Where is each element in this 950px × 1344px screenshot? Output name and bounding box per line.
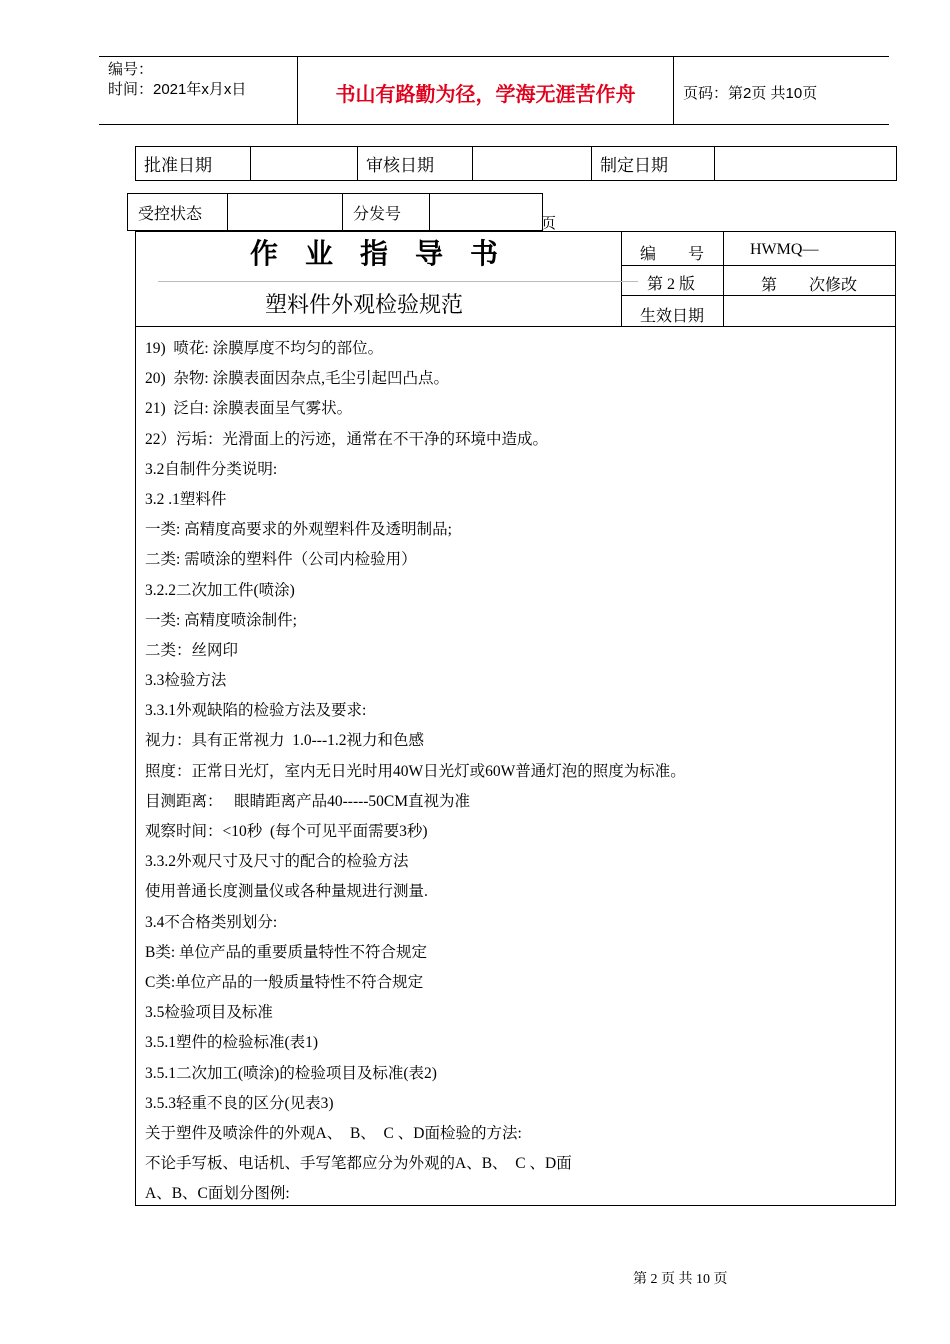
header-motto: 书山有路勤为径，学海无涯苦作舟 [335,82,636,106]
body-line: 一类: 高精度高要求的外观塑料件及透明制品; [145,521,452,539]
header-bottom-rule [99,124,889,125]
body-line: 观察时间：<10秒 (每个可见平面需要3秒) [145,823,428,840]
info-divider-right [723,231,724,326]
frame-header-rule [135,326,896,327]
body-line: 3.2.2二次加工件(喷涂) [145,581,295,599]
body-line: 3.2自制件分类说明: [145,460,278,478]
make-date-value[interactable] [715,147,897,181]
body-line: 照度：正常日光灯，室内无日光时用40W日光灯或60W普通灯泡的照度为标准。 [145,762,686,780]
body-line: 二类: 需喷涂的塑料件（公司内检验用） [145,551,417,569]
review-date-value[interactable] [473,147,592,181]
approval-table [135,146,897,181]
body-line: 3.3.1外观缺陷的检验方法及要求: [145,702,367,720]
stray-page-char: 页 [541,216,557,232]
code-label: 编号： [108,61,154,78]
header-top-rule [99,56,889,57]
body-line: 二类：丝网印 [145,641,239,659]
doc-effective-label: 生效日期 [640,308,705,325]
doc-version: 第 2 版 [647,276,696,293]
approve-date-label: 批准日期 [136,147,251,181]
make-date-label: 制定日期 [592,147,715,181]
info-divider-left [621,231,622,326]
body-line: 21) 泛白: 涂膜表面呈气雾状。 [145,400,353,418]
info-rule-1 [621,265,896,266]
dist-no-label: 分发号 [343,194,430,231]
body-line: 目测距离： 眼睛距离产品40-----50CM直视为准 [145,792,471,810]
doc-revision: 第 次修改 [761,277,858,294]
body-line: A、B、C面划分图例: [145,1185,290,1203]
document-body [145,336,890,1211]
control-status-label: 受控状态 [128,194,228,231]
body-line: 3.4不合格类别划分: [145,913,278,931]
body-line: 20) 杂物: 涂膜表面因杂点,毛尘引起凹凸点。 [145,370,449,388]
control-status-value[interactable] [228,194,343,231]
doc-code-value: HWMQ— [750,241,819,258]
header-page-info: 页码：第2页 共10页 [683,85,818,102]
title-separator [158,281,638,282]
document-subtitle: 塑料件外观检验规范 [265,293,464,318]
body-line: 视力：具有正常视力 1.0---1.2视力和色感 [145,732,424,750]
body-line: 3.5.3轻重不良的区分(见表3) [145,1094,334,1112]
review-date-label: 审核日期 [358,147,473,181]
control-table [127,193,543,231]
header-divider-right [673,56,674,125]
body-line: 3.5检验项目及标准 [145,1004,273,1022]
body-line: 3.3检验方法 [145,672,227,690]
page-footer: 第 2 页 共 10 页 [633,1272,728,1287]
approve-date-value[interactable] [251,147,358,181]
body-line: 关于塑件及喷涂件的外观A、 B、 C 、D面检验的方法: [145,1124,522,1142]
body-line: 不论手写板、电话机、手写笔都应分为外观的A、B、 C 、D面 [145,1155,572,1173]
document-title: 作业指导书 [250,237,526,270]
body-line: 3.2 .1塑料件 [145,490,227,508]
body-line: 使用普通长度测量仪或各种量规进行测量. [145,883,428,901]
time-label: 时间：2021年x月x日 [108,81,247,98]
dist-no-value[interactable] [430,194,543,231]
body-line: 3.5.1二次加工(喷涂)的检验项目及标准(表2) [145,1064,437,1082]
body-line: 一类: 高精度喷涂制件; [145,611,297,629]
header-meta [108,60,246,100]
doc-code-label: 编 号 [640,246,705,263]
info-rule-2 [621,295,896,296]
body-line: 3.5.1塑件的检验标准(表1) [145,1034,319,1052]
body-line: 3.3.2外观尺寸及尺寸的配合的检验方法 [145,853,409,871]
body-line: 19) 喷花: 涂膜厚度不均匀的部位。 [145,340,384,357]
body-line: C类:单位产品的一般质量特性不符合规定 [145,973,424,991]
body-line: B类: 单位产品的重要质量特性不符合规定 [145,943,428,961]
body-line: 22）污垢：光滑面上的污迹，通常在不干净的环境中造成。 [145,430,549,448]
